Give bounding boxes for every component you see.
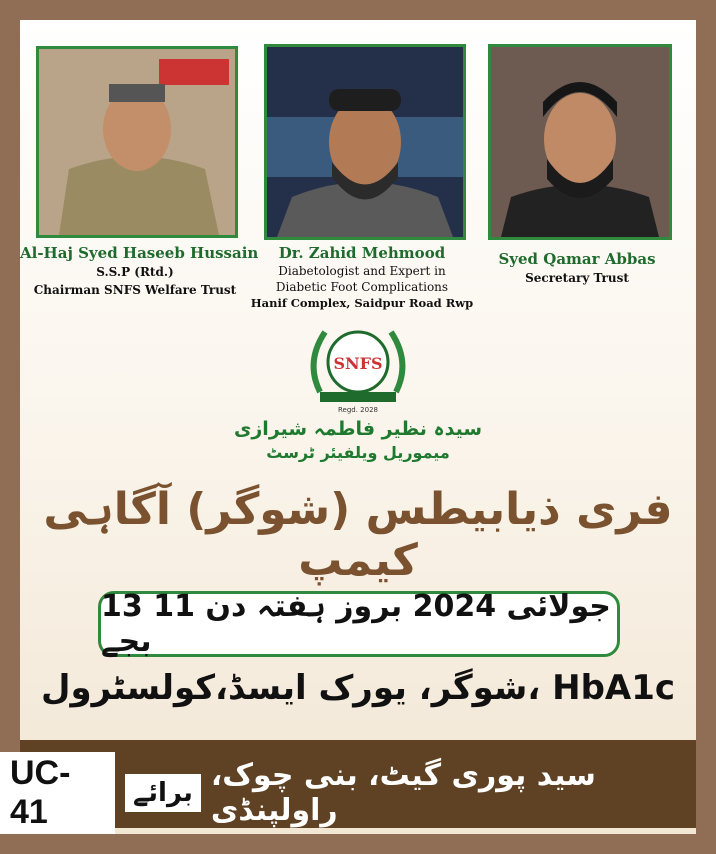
person-2-line2: Diabetic Foot Complications — [275, 280, 449, 294]
person-1-rank: S.S.P (Rtd.) — [96, 265, 174, 279]
date-box — [98, 591, 620, 657]
person-silhouette-icon — [39, 49, 235, 235]
person-1-name: Al-Haj Syed Haseeb Hussain — [20, 244, 259, 262]
person-2-line1: Diabetologist and Expert in — [278, 264, 446, 278]
person-silhouette-icon — [267, 47, 463, 237]
bara-label: برائے — [125, 774, 201, 812]
venue-address: سید پوری گیٹ، بنی چوک، راولپنڈی — [210, 758, 596, 828]
trust-logo — [300, 322, 416, 414]
portrait-photo-1 — [36, 46, 238, 238]
venue-row — [0, 752, 716, 834]
portrait-photo-2 — [264, 44, 466, 240]
uc-badge: UC-41 — [0, 752, 115, 834]
camp-headline: فری ذیابیطس (شوگر) آگاہی کیمپ — [43, 484, 673, 586]
person-3-name: Syed Qamar Abbas — [498, 250, 656, 268]
person-3-title: Secretary Trust — [525, 271, 629, 285]
tests-list: شوگر، یورک ایسڈ،کولسٹرول، HbA1c — [40, 668, 676, 708]
person-1-title: Chairman SNFS Welfare Trust — [33, 283, 237, 297]
event-date-time: 13 جولائی 2024 بروز ہفتہ دن 11 بجے — [101, 589, 611, 659]
person-2-address: Hanif Complex, Saidpur Road Rwp — [250, 296, 474, 310]
person-silhouette-icon — [491, 47, 669, 237]
org-subtitle-urdu: میموریل ویلفیئر ٹرسٹ — [266, 443, 450, 462]
person-2-name: Dr. Zahid Mehmood — [278, 244, 446, 262]
portrait-photo-3 — [488, 44, 672, 240]
org-name-urdu: سیدہ نظیر فاطمہ شیرازی — [233, 418, 483, 440]
logo-initials: SNFS — [333, 354, 383, 373]
svg-text:Regd. 2028: Regd. 2028 — [337, 406, 379, 414]
